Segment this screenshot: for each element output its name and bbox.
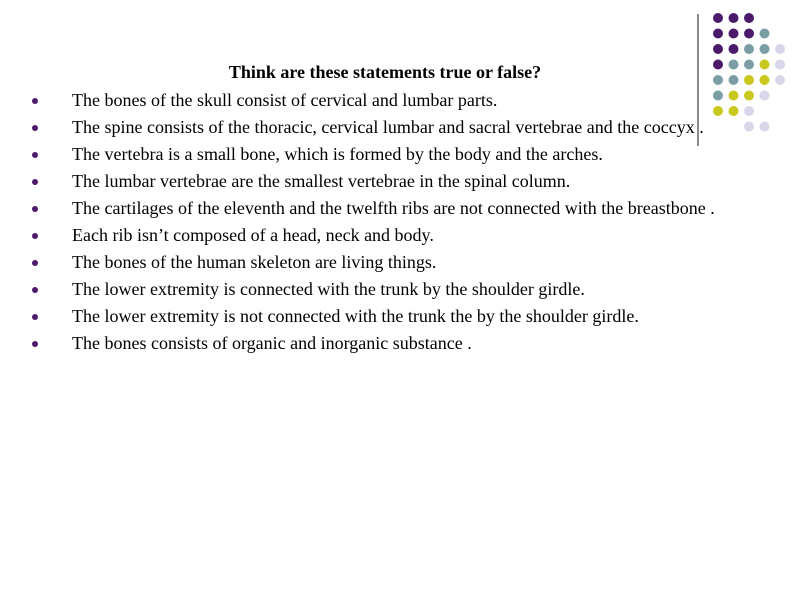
bullet-icon [32, 206, 38, 212]
bullet-icon [32, 179, 38, 185]
decorative-dot [713, 75, 723, 85]
decorative-dot [744, 29, 754, 39]
bullet-icon [32, 233, 38, 239]
statement-text: The vertebra is a small bone, which is formed by the body and the arches. [72, 144, 603, 164]
decorative-dot [744, 75, 754, 85]
decorative-dot [775, 60, 785, 70]
decorative-dot [760, 122, 770, 132]
statement-item [32, 251, 722, 273]
statement-text: The bones of the human skeleton are living things. [72, 252, 437, 272]
bullet-icon [32, 287, 38, 293]
decorative-dot [713, 60, 723, 70]
statement-text: The lower extremity is not connected with the trunk the by the shoulder girdle. [72, 306, 639, 326]
statement-item [32, 116, 722, 138]
statement-item [32, 143, 722, 165]
decorative-dot [729, 75, 739, 85]
decorative-dot [729, 106, 739, 116]
statement-item [32, 332, 722, 354]
decorative-dot [729, 29, 739, 39]
statement-item [32, 224, 722, 246]
slide-title: Think are these statements true or false? [228, 62, 542, 82]
decorative-dot [713, 13, 723, 23]
statement-text: The cartilages of the eleventh and the twelfth ribs are not connected with the breastbone . [72, 198, 715, 218]
statement-list [32, 89, 722, 359]
decorative-dot [744, 106, 754, 116]
decorative-dot [744, 122, 754, 132]
bullet-icon [32, 260, 38, 266]
decorative-dot [775, 75, 785, 85]
decorative-dot [729, 91, 739, 101]
statement-item [32, 278, 722, 300]
decorative-dot [760, 75, 770, 85]
decorative-dot [713, 29, 723, 39]
decorative-dot [760, 44, 770, 54]
statement-text: Each rib isn’t composed of a head, neck and body. [72, 225, 434, 245]
decorative-dot [713, 44, 723, 54]
decorative-dot [729, 13, 739, 23]
decorative-dot [744, 13, 754, 23]
bullet-icon [32, 98, 38, 104]
decorative-dot [744, 44, 754, 54]
decorative-dot [760, 60, 770, 70]
statement-item [32, 89, 722, 111]
decorative-dot [744, 60, 754, 70]
statement-text: The bones consists of organic and inorganic substance . [72, 333, 472, 353]
decorative-dot [775, 44, 785, 54]
decorative-dot [760, 91, 770, 101]
statement-item [32, 305, 722, 327]
decorative-dot [760, 29, 770, 39]
bullet-icon [32, 341, 38, 347]
statement-text: The spine consists of the thoracic, cervical lumbar and sacral vertebrae and the coccyx . [72, 117, 704, 137]
statement-text: The bones of the skull consist of cervical and lumbar parts. [72, 90, 498, 110]
statement-item [32, 197, 722, 219]
decorative-dot [744, 91, 754, 101]
decorative-dot [729, 60, 739, 70]
statement-text: The lumbar vertebrae are the smallest vertebrae in the spinal column. [72, 171, 571, 191]
bullet-icon [32, 152, 38, 158]
decorative-dot [729, 44, 739, 54]
bullet-icon [32, 125, 38, 131]
statement-text: The lower extremity is connected with the trunk by the shoulder girdle. [72, 279, 585, 299]
statement-item [32, 170, 722, 192]
bullet-icon [32, 314, 38, 320]
